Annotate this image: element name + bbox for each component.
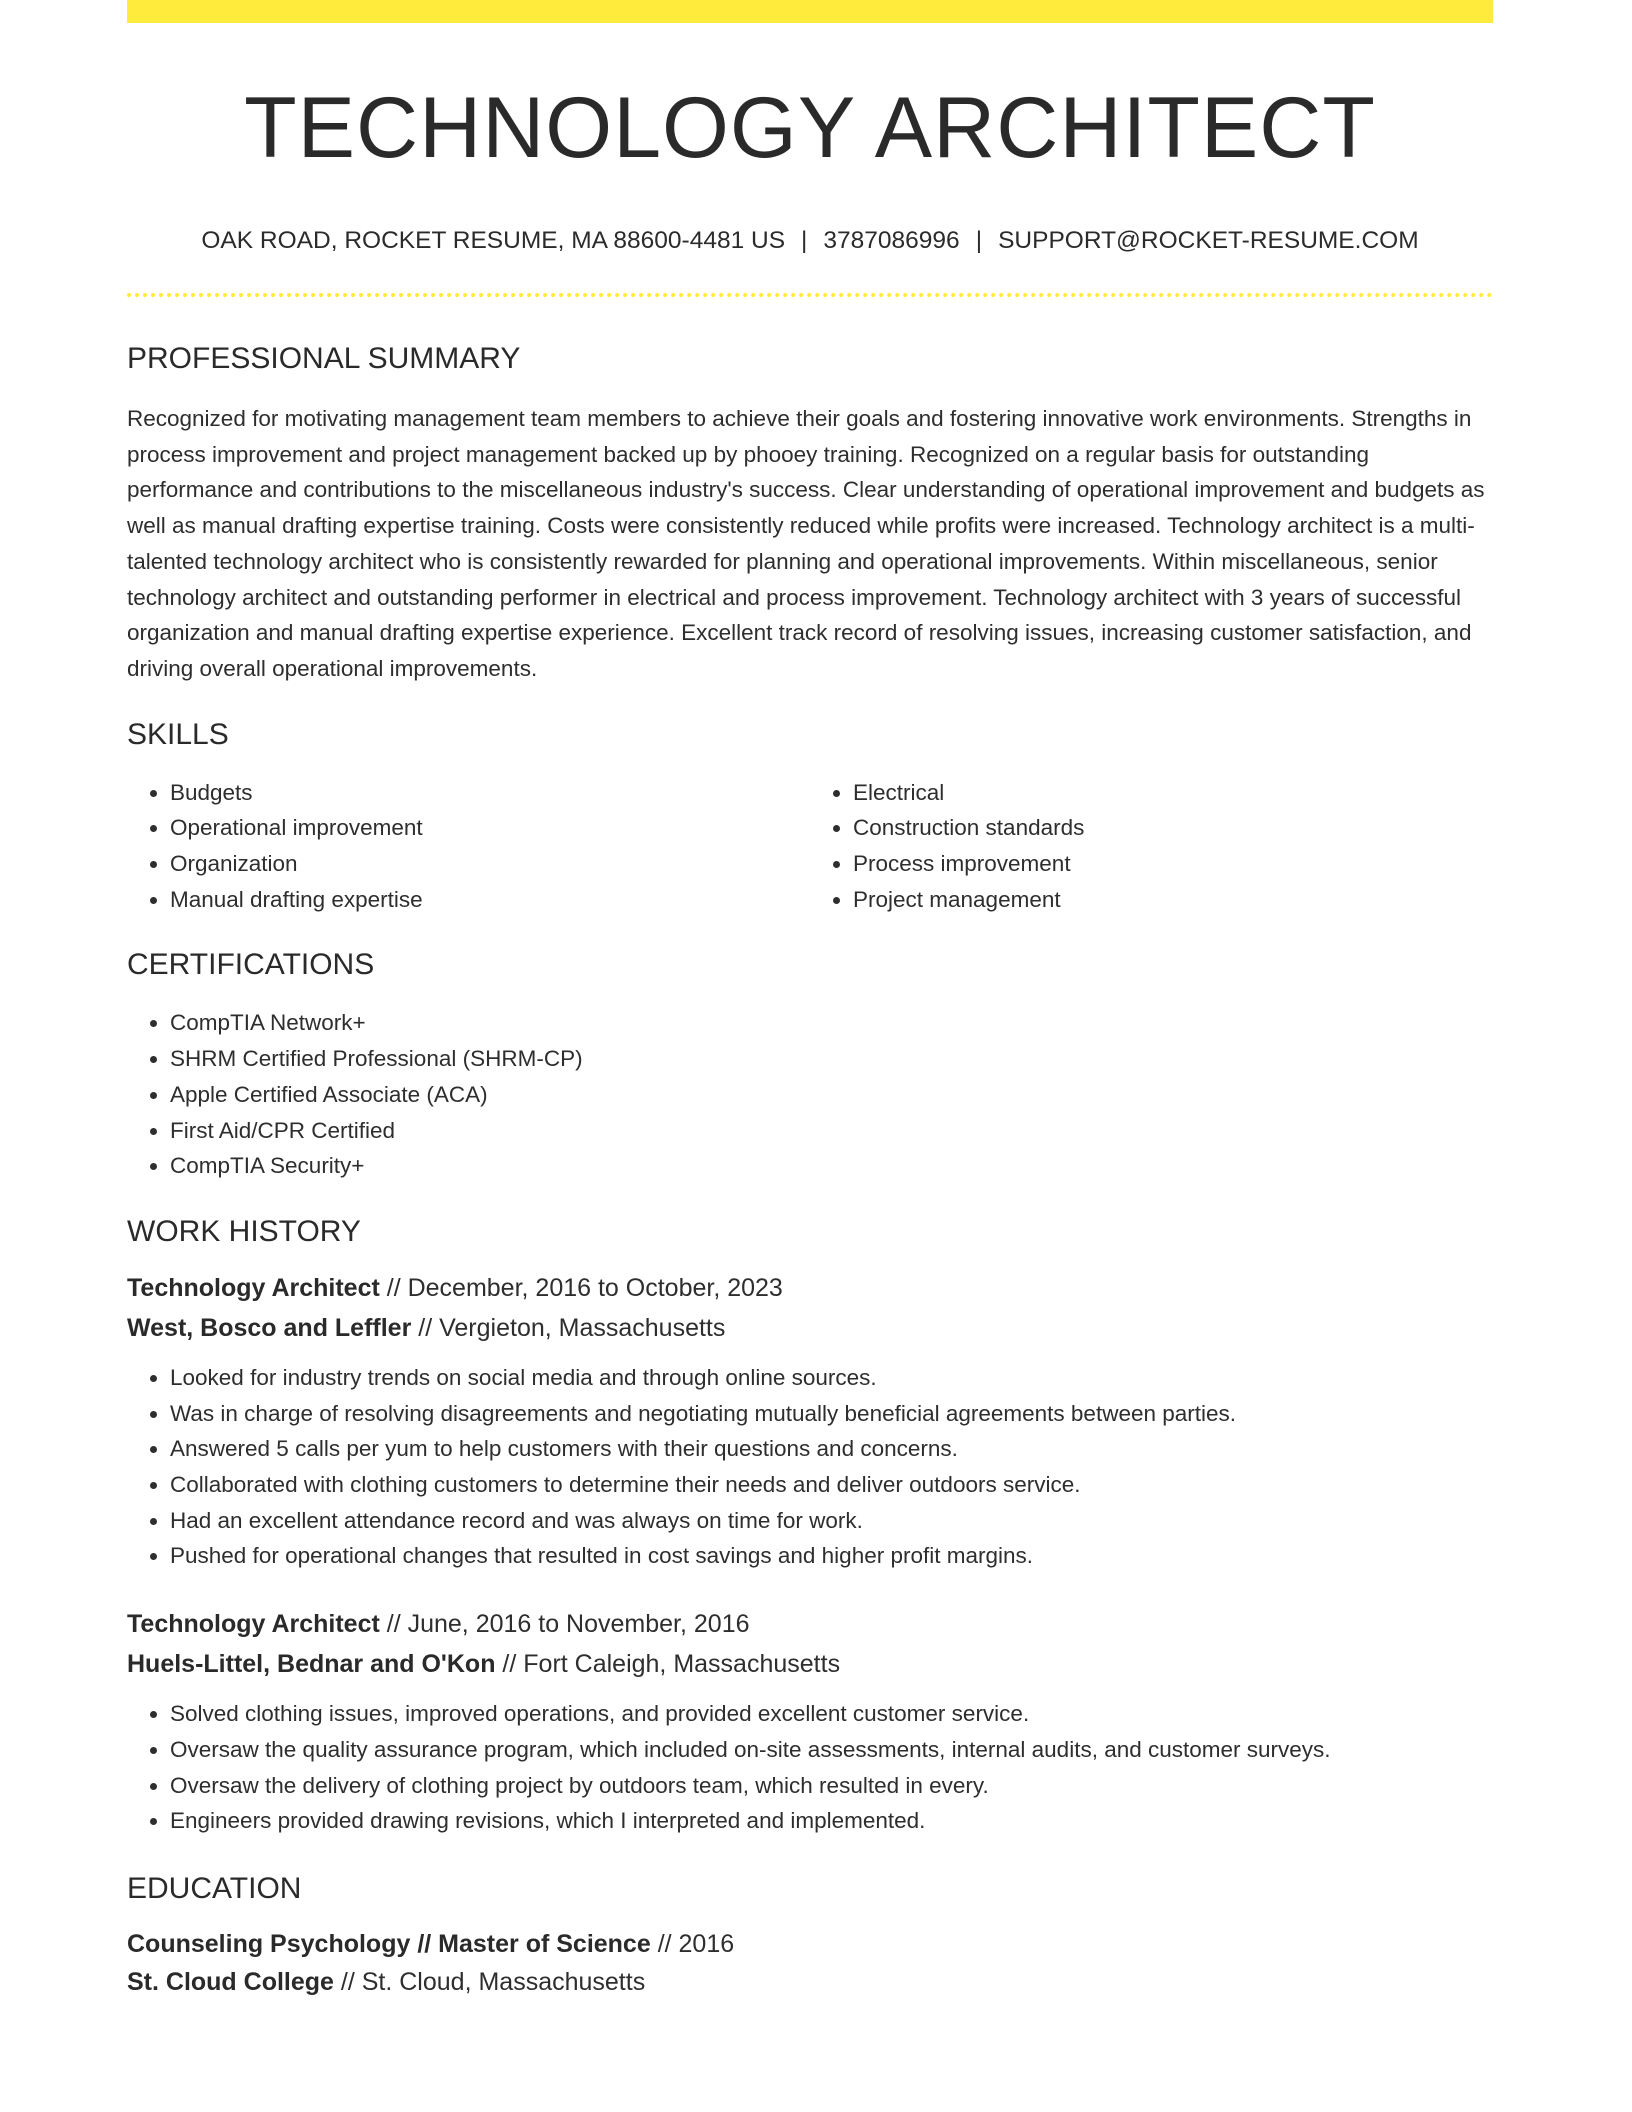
resume-page [127, 0, 1493, 2001]
job-role: Technology Architect [127, 1273, 380, 1302]
job-company-line [127, 1308, 1493, 1348]
contact-separator: | [975, 226, 983, 254]
summary-text: Recognized for motivating management team members to achieve their goals and fostering innovative work environments. Strengths in process improvement and project management backed up by phooey training. Recognized on a regular basis for outstanding performance and contributions to the miscellaneous industry's success. Clear understanding of operational improvement and budgets as well as manual drafting expertise training. Costs were consistently reduced while profits were increased. Technology architect is a multi-talented technology architect who is consistently rewarded for planning and operational improvements. Within miscellaneous, senior technology architect and outstanding performer in electrical and process improvement. Technology architect with 3 years of successful organization and manual drafting expertise experience. Excellent track record of resolving issues, increasing customer satisfaction, and driving overall operational improvements. [127, 405, 1485, 681]
certification-item: • CompTIA Security+ [170, 1148, 1493, 1184]
education-heading: EDUCATION [127, 1871, 302, 1905]
job-bullet: • Pushed for operational changes that resulted in cost savings and higher profit margins. [170, 1538, 1493, 1574]
resume-name: TECHNOLOGY ARCHITECT [244, 80, 1376, 176]
education-degree: Counseling Psychology // Master of Science [127, 1929, 651, 1958]
job-bullet-list [127, 1360, 1493, 1574]
skill-item: • Organization [170, 846, 810, 882]
job-bullet: • Looked for industry trends on social media and through online sources. [170, 1360, 1493, 1396]
certifications-list [127, 1005, 1493, 1184]
certification-item: • SHRM Certified Professional (SHRM-CP) [170, 1041, 1493, 1077]
skill-item: • Manual drafting expertise [170, 882, 810, 918]
contact-separator: | [801, 226, 808, 254]
education-degree-line [127, 1925, 1493, 1963]
job-bullet: • Was in charge of resolving disagreements and negotiating mutually beneficial agreements between parties. [170, 1396, 1493, 1432]
certification-item: • First Aid/CPR Certified [170, 1113, 1493, 1149]
skill-item: • Operational improvement [170, 810, 810, 846]
job-bullet: • Solved clothing issues, improved operations, and provided excellent customer service. [170, 1696, 1493, 1732]
contact-address: OAK ROAD, ROCKET RESUME, MA 88600-4481 US [201, 226, 786, 254]
job-company-line [127, 1644, 1493, 1684]
accent-bar [127, 0, 1493, 23]
job-bullet: • Answered 5 calls per yum to help customers with their questions and concerns. [170, 1431, 1493, 1467]
skill-item: • Construction standards [853, 810, 1493, 846]
job-bullet: • Engineers provided drawing revisions, which I interpreted and implemented. [170, 1803, 1493, 1839]
summary-heading: PROFESSIONAL SUMMARY [127, 341, 521, 375]
job-bullet: • Oversaw the delivery of clothing project by outdoors team, which resulted in every. [170, 1768, 1493, 1804]
education-school-line [127, 1963, 1493, 2001]
job-bullet-list [127, 1696, 1493, 1839]
job-company: Huels-Littel, Bednar and O'Kon [127, 1650, 496, 1679]
work-history-heading: WORK HISTORY [127, 1214, 361, 1248]
job-bullet: • Oversaw the quality assurance program, which included on-site assessments, internal audits, and customer surveys. [170, 1732, 1493, 1768]
job-dates: // June, 2016 to November, 2016 [379, 1610, 750, 1639]
education-year: // 2016 [650, 1929, 735, 1958]
contact-phone: 3787086996 [823, 226, 960, 254]
skill-item: • Process improvement [853, 846, 1493, 882]
job-title-line [127, 1268, 1493, 1308]
job-location: // Vergieton, Massachusetts [411, 1313, 726, 1342]
skill-item: • Budgets [170, 775, 810, 811]
education-location: // St. Cloud, Massachusetts [333, 1967, 646, 1996]
certification-item: • Apple Certified Associate (ACA) [170, 1077, 1493, 1113]
job-location: // Fort Caleigh, Massachusetts [495, 1650, 841, 1679]
certification-item: • CompTIA Network+ [170, 1005, 1493, 1041]
certifications-heading: CERTIFICATIONS [127, 948, 375, 982]
skill-item: • Electrical [853, 775, 1493, 811]
job-dates: // December, 2016 to October, 2023 [379, 1273, 783, 1302]
job-title-line [127, 1604, 1493, 1644]
job-company: West, Bosco and Leffler [127, 1313, 412, 1342]
skills-column-left [127, 775, 810, 918]
skills-heading: SKILLS [127, 717, 229, 751]
skill-item: • Project management [853, 882, 1493, 918]
dotted-divider [127, 293, 1493, 297]
skills-column-right [810, 775, 1493, 918]
contact-line [127, 226, 1493, 255]
job-bullet: • Collaborated with clothing customers to determine their needs and deliver outdoors service. [170, 1467, 1493, 1503]
job-bullet: • Had an excellent attendance record and was always on time for work. [170, 1503, 1493, 1539]
skills-list [127, 775, 1493, 918]
job-role: Technology Architect [127, 1610, 380, 1639]
contact-email: SUPPORT@ROCKET-RESUME.COM [998, 226, 1419, 254]
education-school: St. Cloud College [127, 1967, 334, 1996]
